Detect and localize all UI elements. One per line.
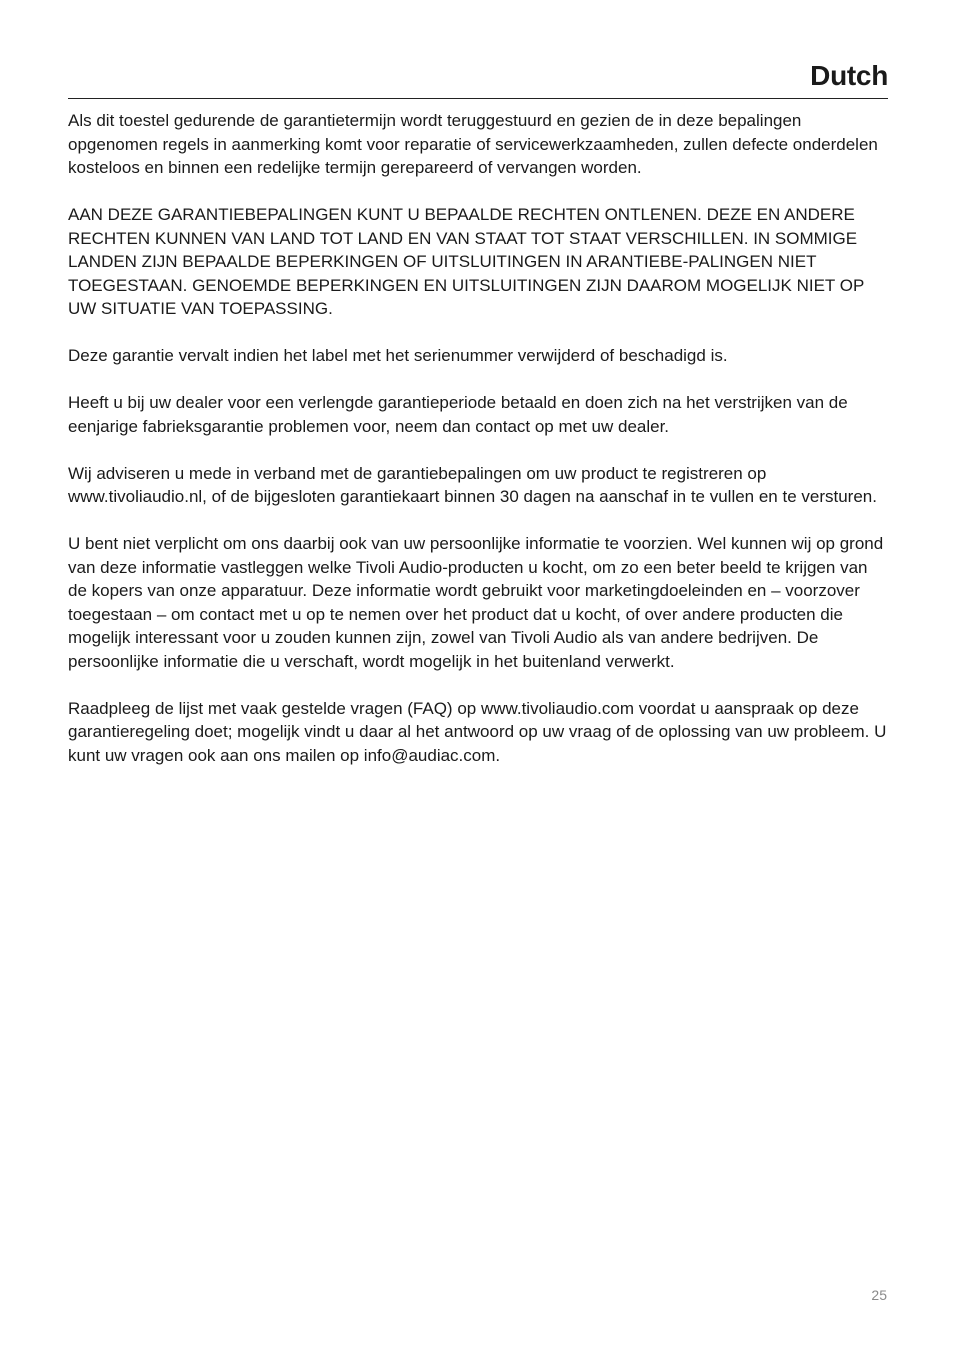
paragraph-registration: Wij adviseren u mede in verband met de garantiebepalingen om uw product te registreren op www.tivoliaudio.nl, of de bijgesloten garantiekaart binnen 30 dagen na aanschaf in te vullen en te versturen. [68, 463, 877, 506]
page-number: 25 [871, 1287, 887, 1303]
paragraph-personal-info: U bent niet verplicht om ons daarbij ook van uw persoonlijke informatie te voorzien. Wel kunnen wij op grond van deze informatie vastleggen welke Tivoli Audio-producten u kocht, om zo een beter beeld te krijgen van de kopers van onze apparatuur. Deze informatie wordt gebruikt voor marketingdoeleinden en – voorzover toegestaan – om contact met u op te nemen over het product dat u kocht, of over andere producten die mogelijk interessant voor u zouden kunnen zijn, zowel van Tivoli Audio als van andere bedrijven. De persoonlijke informatie die u verschaft, wordt mogelijk in het buitenland verwerkt. [68, 534, 884, 671]
paragraph-serial-label: Deze garantie vervalt indien het label met het serienummer verwijderd of beschadigd is. [68, 346, 728, 365]
paragraph-faq: Raadpleeg de lijst met vaak gestelde vragen (FAQ) op www.tivoliaudio.com voordat u aanspraak op deze garantieregeling doet; mogelijk vindt u daar al het antwoord op uw vraag of de oplossing van uw probleem. U kunt uw vragen ook aan ons mailen op info@audiac.com. [68, 698, 887, 765]
page-header [68, 56, 888, 99]
paragraph-extended-warranty: Heeft u bij uw dealer voor een verlengde garantieperiode betaald en doen zich na het verstrijken van de eenjarige fabrieksgarantie problemen voor, neem dan contact op met uw dealer. [68, 393, 848, 436]
language-heading: Dutch [810, 60, 888, 91]
warranty-text [68, 109, 888, 791]
paragraph-rights: AAN DEZE GARANTIEBEPALINGEN KUNT U BEPAALDE RECHTEN ONTLENEN. DEZE EN ANDERE RECHTEN KUNNEN VAN LAND TOT LAND EN VAN STAAT TOT STAAT VERSCHILLEN. IN SOMMIGE LANDEN ZIJN BEPAALDE BEPERKINGEN OF UITSLUITINGEN IN ARANTIEBE-PALINGEN NIET TOEGESTAAN. GENOEMDE BEPERKINGEN EN UITSLUITINGEN ZIJN DAAROM MOGELIJK NIET OP UW SITUATIE VAN TOEPASSING. [68, 205, 864, 318]
paragraph-repair: Als dit toestel gedurende de garantietermijn wordt teruggestuurd en gezien de in deze bepalingen opgenomen regels in aanmerking komt voor reparatie of servicewerkzaamheden, zullen defecte onderdelen kosteloos en binnen een redelijke termijn gerepareerd of vervangen worden. [68, 111, 878, 177]
